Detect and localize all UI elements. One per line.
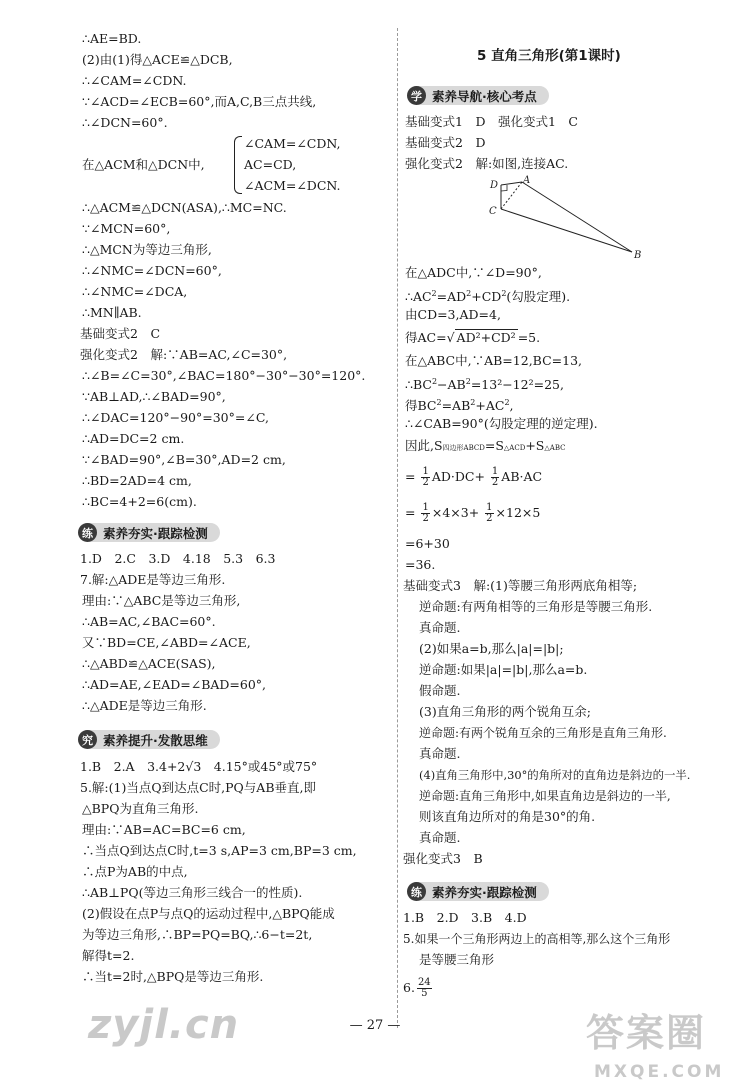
answer-line: 5.如果一个三角形两边上的高相等,那么这个三角形 [403, 932, 671, 946]
text-line: 在△ABC中,∵AB=12,BC=13, [405, 353, 582, 368]
text-line: ∴∠CAM=∠CDN. [82, 73, 187, 88]
answer-line: 强化变式2 解:如图,连接AC. [405, 156, 569, 171]
text-line: 则该直角边所对的角是30°的角. [419, 809, 596, 824]
text-line: ∴AB⊥PQ(等边三角形三线合一的性质). [82, 885, 303, 900]
text-line: ∴AD=DC=2 cm. [82, 431, 185, 446]
text-line: ∴当t=2时,△BPQ是等边三角形. [82, 969, 264, 984]
watermark-right-url: MXQE.COM [594, 1062, 725, 1082]
text-line: 逆命题:有两个锐角互余的三角形是直角三角形. [419, 726, 667, 740]
answer-line: 1.B 2.A 3.4+2√3 4.15°或45°或75° [80, 759, 318, 774]
text-line: ∵∠ACD=∠ECB=60°,而A,C,B三点共线, [82, 94, 317, 109]
system-brace [234, 136, 242, 194]
lesson-title: 5 直角三角形(第1课时) [477, 48, 621, 64]
section-title: 素养导航·核心考点 [418, 86, 549, 105]
text-line: 基础变式2 C [80, 326, 161, 341]
sqrt-symbol: √ [446, 330, 455, 345]
text-line: ∴△ACM≌△DCN(ASA),∴MC=NC. [82, 200, 287, 215]
text-line: ∴AE=BD. [82, 31, 142, 46]
text-line: 又∵BD=CE,∠ABD=∠ACE, [82, 635, 251, 650]
answer-line: 基础变式2 D [405, 135, 486, 150]
answer-line: 6. $\frac{24}{5}$ [403, 977, 431, 999]
section-header-practice [78, 522, 220, 543]
text-line: ∴∠B=∠C=30°,∠BAC=180°−30°−30°=120°. [82, 368, 366, 383]
text-line: 真命题. [419, 620, 461, 635]
text-line: 得AC=√ AD²+CD² =5. [405, 330, 541, 345]
text-line: 因此,S四边形ABCD=S△ACD+S△ABC [405, 438, 566, 453]
text-line: 在△ACM和△DCN中, [82, 157, 205, 172]
section-header-extension [78, 729, 220, 750]
text-line: ∴△ABD≌△ACE(SAS), [82, 656, 216, 671]
section-title: 素养提升·发散思维 [89, 730, 220, 749]
text-line: (2)如果a=b,那么|a|=|b|; [419, 641, 564, 656]
text-line: ∴点P为AB的中点, [82, 864, 188, 879]
text-line: ∴AB=AC,∠BAC=60°. [82, 614, 216, 629]
text-line: △BPQ为直角三角形. [82, 801, 199, 816]
segment-CB [501, 209, 632, 252]
text-line: 是等腰三角形 [419, 952, 495, 967]
segment-AB [522, 182, 632, 252]
brace-line: ∠ACM=∠DCN. [244, 178, 341, 193]
text-line: 得$BC^2=AB^2+AC^2$, [405, 398, 514, 414]
text-line: 真命题. [419, 830, 461, 845]
answer-line: 1.D 2.C 3.D 4.18 5.3 6.3 [80, 551, 276, 566]
text-line: ∴∠DCN=60°. [82, 115, 168, 130]
watermark-right-logo: 答案圈 [586, 1011, 707, 1055]
text-line: ∴∠NMC=∠DCA, [82, 284, 188, 299]
text-line: 逆命题:直角三角形中,如果直角边是斜边的一半, [419, 789, 671, 803]
text-line: ∴△ADE是等边三角形. [82, 698, 207, 713]
right-angle-mark [501, 185, 507, 191]
label-B: B [634, 250, 642, 261]
segment-AC-dashed [501, 182, 522, 209]
text-line: ∴BD=2AD=4 cm, [82, 473, 192, 488]
text-line: ∵AB⊥AD,∴∠BAD=90°, [82, 389, 226, 404]
section-title: 素养夯实·跟踪检测 [89, 523, 220, 542]
label-A: A [523, 175, 531, 186]
text-line: 理由:∵AB=AC=BC=6 cm, [82, 822, 246, 837]
text-line: $\therefore AC^2=AD^2+CD^2$(勾股定理). [405, 289, 571, 305]
text-line: 真命题. [419, 746, 461, 761]
text-line: =36. [405, 557, 436, 572]
fraction-half: $\frac{1}{2}$ [486, 502, 493, 524]
segment-DA [501, 182, 522, 185]
answer-line: 7.解:△ADE是等边三角形. [80, 572, 226, 587]
text-line: ∴∠DAC=120°−90°=30°=∠C, [82, 410, 269, 425]
section-badge: 学 [407, 86, 426, 105]
text-line: 理由:∵△ABC是等边三角形, [82, 593, 241, 608]
watermark-left: zyjl.cn [88, 1002, 240, 1048]
brace-line: AC=CD, [244, 157, 297, 172]
formula-line: = $\frac{1}{2}$ AD·DC+ $\frac{1}{2}$ AB·AC [405, 466, 543, 488]
fraction-half: $\frac{1}{2}$ [422, 502, 429, 524]
text-line: ∴∠CAB=90°(勾股定理的逆定理). [405, 416, 598, 431]
text-line: 在△ADC中,∵∠D=90°, [405, 265, 542, 280]
text-line: ∴AD=AE,∠EAD=∠BAD=60°, [82, 677, 267, 692]
formula-line: = $\frac{1}{2}$ ×4×3+ $\frac{1}{2}$ ×12×5 [405, 502, 541, 524]
text-line: (2)由(1)得△ACE≌△DCB, [82, 52, 233, 67]
answer-line: 基础变式1 D 强化变式1 C [405, 114, 578, 129]
section-title: 素养夯实·跟踪检测 [418, 882, 549, 901]
label-D: D [490, 180, 499, 191]
text-line: $\therefore BC^2-AB^2=13^2-12^2=25$, [405, 377, 564, 393]
section-header-practice [407, 881, 549, 902]
answer-line: 基础变式3 解:(1)等腰三角形两底角相等; [403, 578, 638, 593]
answer-line: 强化变式3 B [403, 851, 483, 866]
fraction-half: $\frac{1}{2}$ [491, 466, 499, 488]
section-badge: 练 [407, 882, 426, 901]
answer-line: 1.B 2.D 3.B 4.D [403, 910, 527, 925]
text-line: 逆命题:有两角相等的三角形是等腰三角形. [419, 599, 653, 614]
text-line: (3)直角三角形的两个锐角互余; [419, 704, 591, 719]
section-badge: 练 [78, 523, 97, 542]
column-divider [397, 28, 398, 1028]
text-line: 假命题. [419, 683, 461, 698]
text-line: ∵∠MCN=60°, [82, 221, 171, 236]
text-line: ∴△MCN为等边三角形, [82, 242, 212, 257]
brace-line: ∠CAM=∠CDN, [244, 136, 341, 151]
section-badge: 究 [78, 730, 97, 749]
quadrilateral-figure [487, 174, 647, 262]
text-line: 逆命题:如果|a|=|b|,那么a=b. [419, 662, 588, 677]
text-line: 解得t=2. [82, 948, 135, 963]
text-line: (2)假设在点P与点Q的运动过程中,△BPQ能成 [82, 906, 335, 921]
label-C: C [489, 206, 497, 217]
answer-line: 5.解:(1)当点Q到达点C时,PQ与AB垂直,即 [80, 780, 316, 795]
fraction-half: $\frac{1}{2}$ [422, 466, 429, 488]
text-line: ∴当点Q到达点C时,t=3 s,AP=3 cm,BP=3 cm, [82, 843, 357, 858]
text-line: 由CD=3,AD=4, [405, 307, 501, 322]
text-line: ∴BC=4+2=6(cm). [82, 494, 197, 509]
text-line: ∵∠BAD=90°,∠B=30°,AD=2 cm, [82, 452, 286, 467]
section-header-guide [407, 85, 549, 106]
text-line: =6+30 [405, 536, 450, 551]
fraction: $\frac{24}{5}$ [417, 977, 431, 999]
text-line: ∴MN∥AB. [82, 305, 142, 320]
text-line: ∴∠NMC=∠DCN=60°, [82, 263, 222, 278]
page-number: — 27 — [349, 1018, 401, 1033]
text-line: 强化变式2 解:∵AB=AC,∠C=30°, [80, 347, 288, 362]
text-line: 为等边三角形,∴BP=PQ=BQ,∴6−t=2t, [82, 927, 313, 942]
text-line: (4)直角三角形中,30°的角所对的直角边是斜边的一半. [419, 768, 691, 782]
